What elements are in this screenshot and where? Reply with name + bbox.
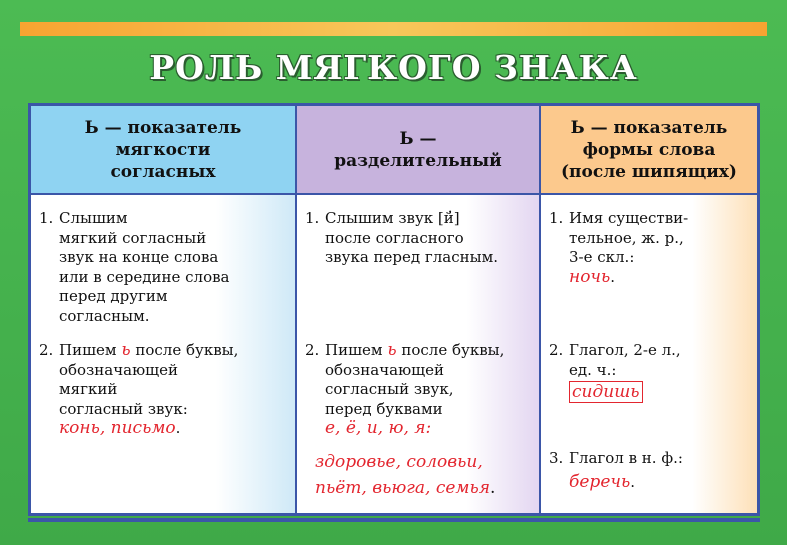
list-item: 2. Пишем ь после буквы, обозначающей мягкий согласный звук: конь, письмо. bbox=[39, 340, 239, 438]
column-body-word-form bbox=[541, 195, 757, 513]
list-item: 1. Слышим звук [й̓] после согласного звука перед гласным. bbox=[305, 209, 498, 266]
example-words: здоровье, соловьи, пьёт, вьюга, семья. bbox=[315, 451, 496, 498]
list-item: 2. Пишем ь после буквы, обозначающей согласный звук, перед буквами е, ё, и, ю, я: здоровье, соловьи, пьёт, вьюга, семья. bbox=[305, 341, 533, 501]
column-separating bbox=[297, 106, 541, 513]
frame-bottom-border bbox=[28, 518, 760, 522]
vowel-letters: е, ё, и, ю, я: bbox=[325, 418, 432, 438]
list-item: 2. Глагол, 2-е л., ед. ч.: сидишь bbox=[549, 341, 681, 402]
example-word: сидишь bbox=[569, 381, 643, 403]
column-body-softness bbox=[31, 195, 295, 513]
soft-sign-letter: ь bbox=[121, 340, 131, 360]
soft-sign-letter: ь bbox=[387, 340, 397, 360]
example-words: конь, письмо bbox=[59, 418, 176, 438]
column-body-separating bbox=[297, 195, 539, 513]
list-item: 3. Глагол в н. ф.: беречь. bbox=[549, 449, 683, 492]
example-word: ночь bbox=[569, 266, 611, 287]
column-word-form bbox=[541, 106, 757, 513]
poster-title: РОЛЬ МЯГКОГО ЗНАКА bbox=[149, 48, 638, 87]
column-header-separating: Ь — разделительный bbox=[297, 106, 539, 195]
list-item: 1. Имя существи- тельное, ж. р., 3-е скл.: ночь. bbox=[549, 209, 689, 287]
example-word: беречь bbox=[569, 471, 631, 492]
top-decorative-stripe bbox=[20, 22, 767, 36]
column-softness bbox=[31, 106, 297, 513]
table-frame bbox=[28, 103, 760, 516]
column-header-word-form: Ь — показатель формы слова (после шипящих) bbox=[541, 106, 757, 195]
list-item: 1. Слышим мягкий согласный звук на конце слова или в середине слова перед другим согласным. bbox=[39, 209, 230, 325]
column-header-softness: Ь — показатель мягкости согласных bbox=[31, 106, 295, 195]
